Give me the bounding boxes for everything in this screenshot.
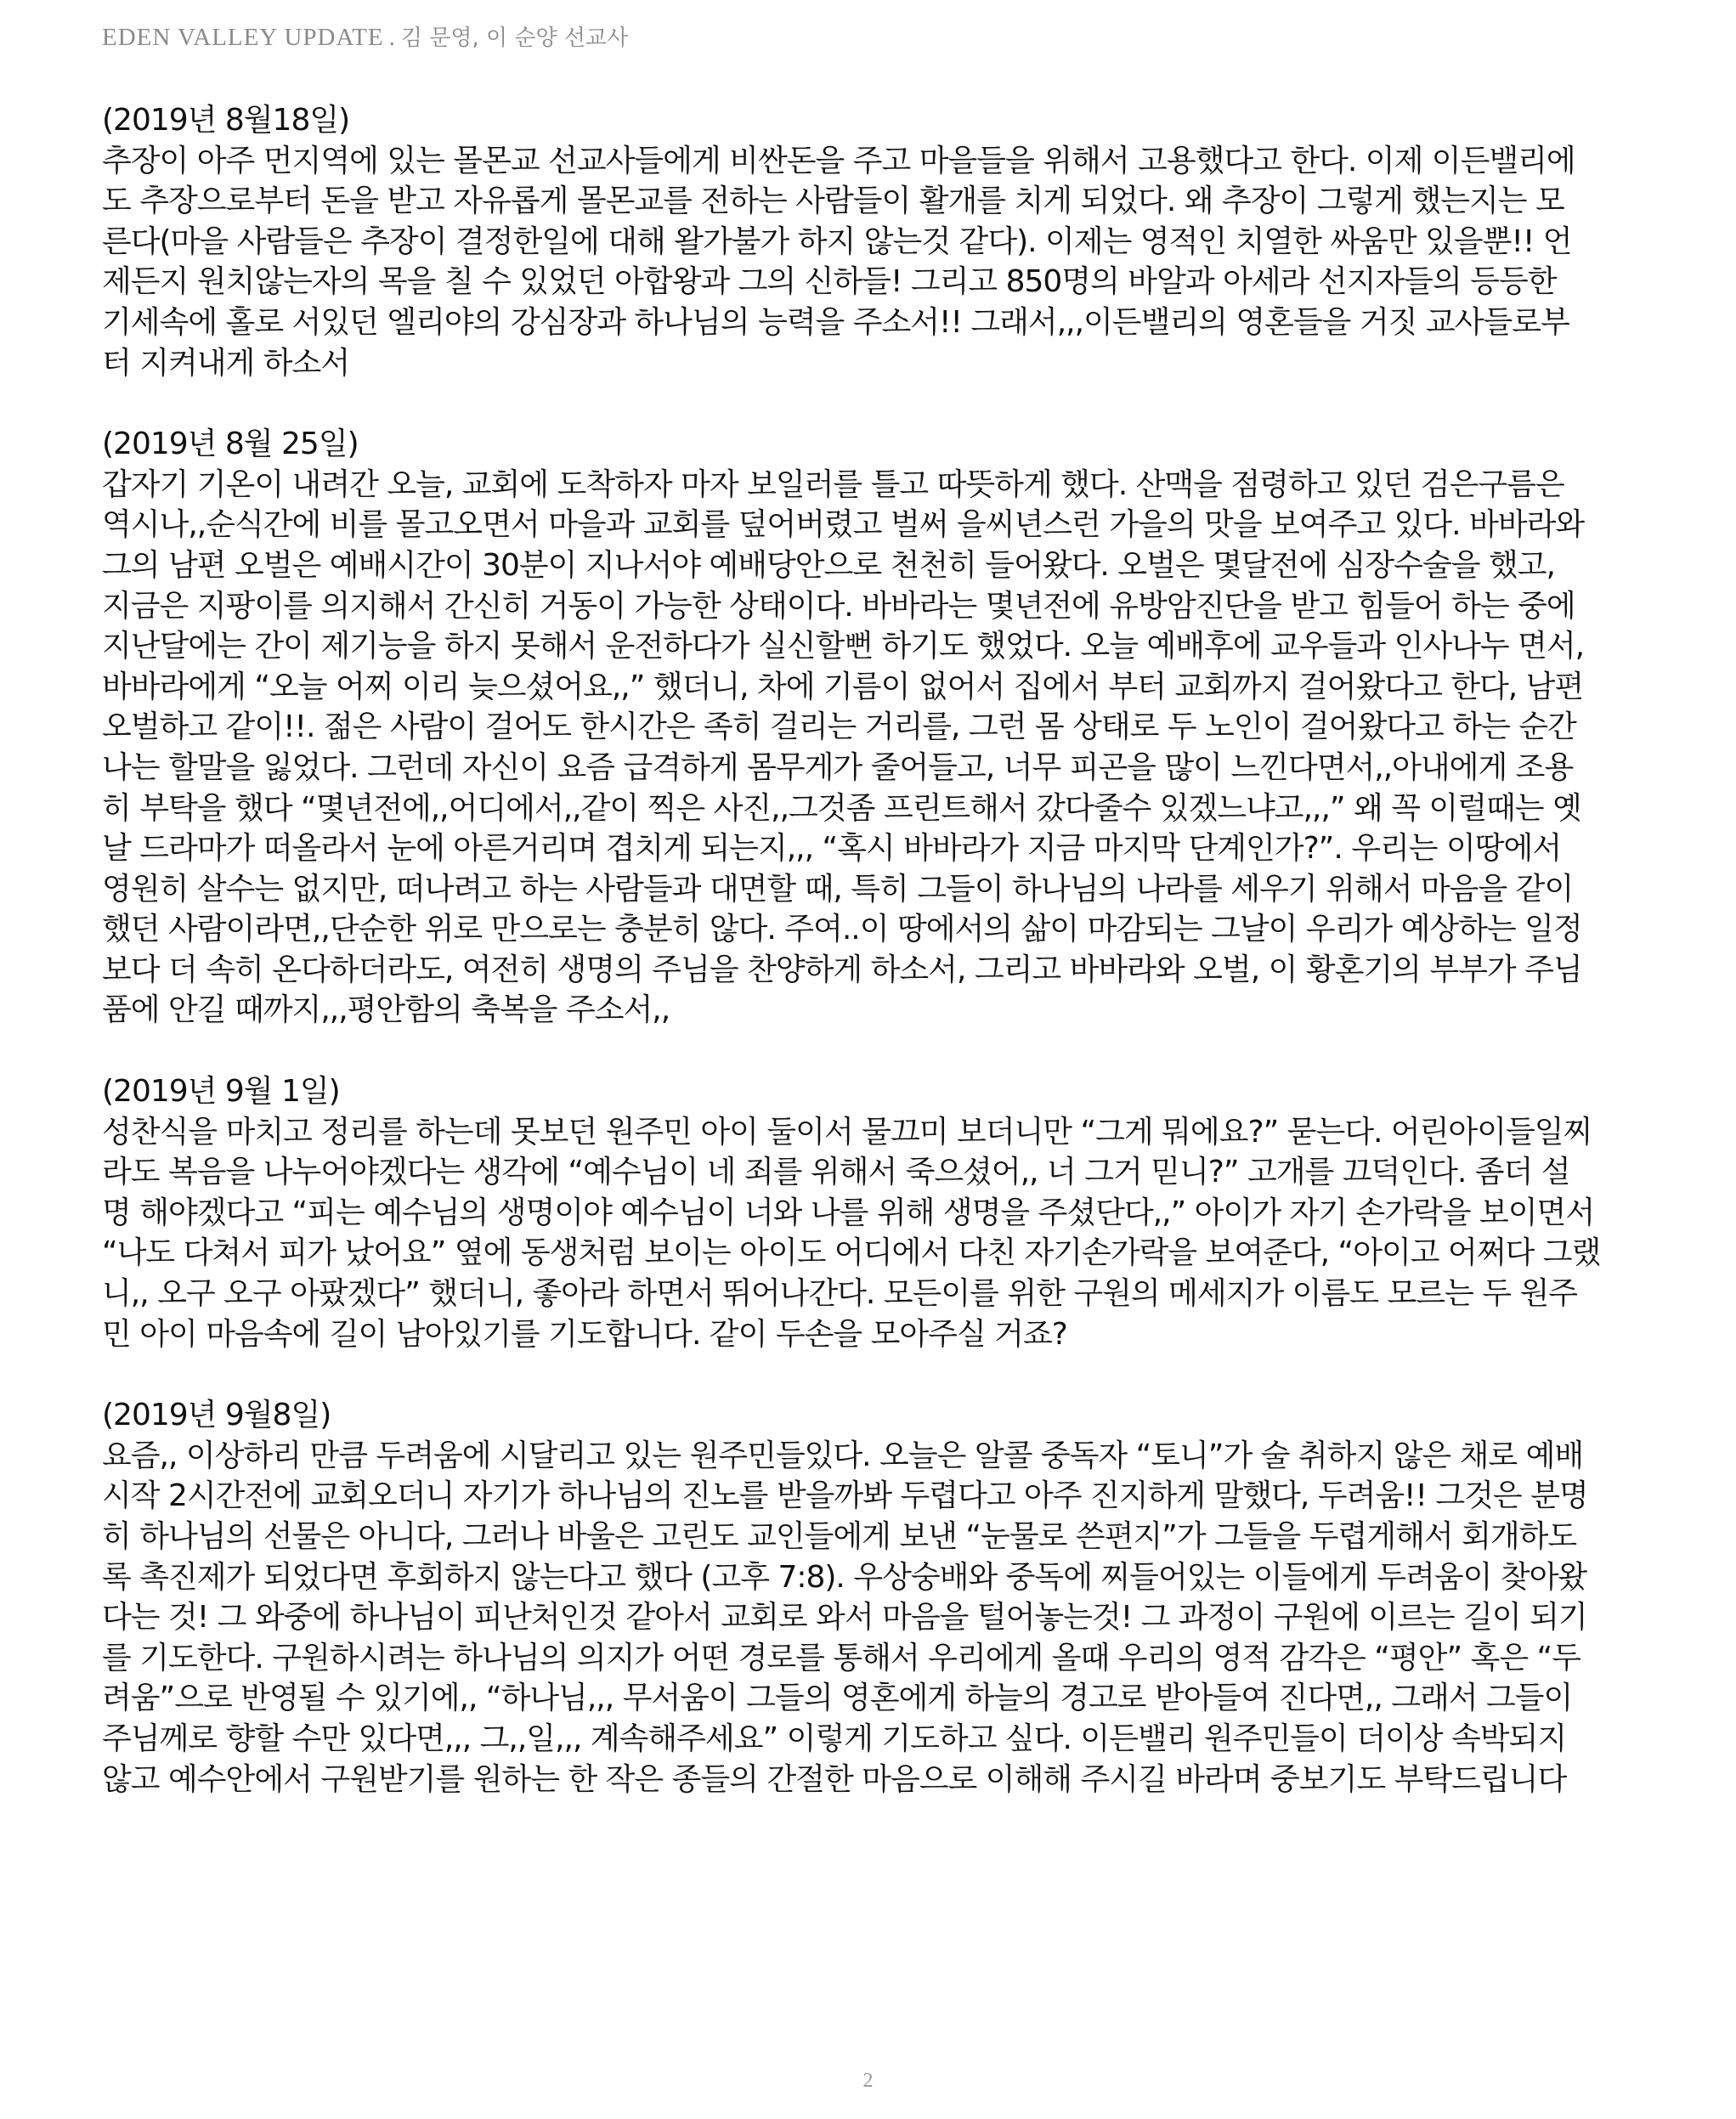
page-number: 2: [862, 2070, 874, 2092]
entry-text-line: 오벌하고 같이!!. 젊은 사람이 걸어도 한시간은 족히 걸리는 거리를, 그런 몸 상태로 두 노인이 걸어왔다고 하는 순간: [102, 709, 1576, 745]
entry-text-line: 지금은 지팡이를 의지해서 간신히 거동이 가능한 상태이다. 바바라는 몇년전에 유방암진단을 받고 힘들어 하는 중에: [102, 588, 1575, 624]
header-authors: 김 문영, 이 순양 선교사: [400, 25, 629, 51]
entry-text-line: 날 드라마가 떠올라서 눈에 아른거리며 겹치게 되는지,,, “혹시 바바라가 지금 마지막 단계인가?”. 우리는 이땅에서: [102, 831, 1562, 867]
entry-text-line: 히 부탁을 했다 “몇년전에,,어디에서,,같이 찍은 사진,,그것좀 프린트해서 갔다줄수 있겠느냐고,,,” 왜 꼭 이럴때는 옛: [102, 790, 1581, 826]
entry-text-line: 민 아이 마음속에 길이 남아있기를 기도합니다. 같이 두손을 모아주실 거죠?: [102, 1316, 1067, 1352]
page-header: [102, 20, 628, 52]
entry-text-line: 보다 더 속히 온다하더라도, 여전히 생명의 주님을 찬양하게 하소서, 그리고 바바라와 오벌, 이 황혼기의 부부가 주님: [102, 952, 1582, 987]
entry-text-line: 려움”으로 반영될 수 있기에,, “하나님,,, 무서움이 그들의 영혼에게 하늘의 경고로 받아들여 진다면,, 그래서 그들이: [102, 1681, 1573, 1716]
entry-text-line: 도 추장으로부터 돈을 받고 자유롭게 몰몬교를 전하는 사람들이 활개를 치게 되었다. 왜 추장이 그렇게 했는지는 모: [102, 184, 1564, 219]
journal-entry: [102, 424, 1631, 1031]
journal-entry: [102, 100, 1631, 383]
entry-text-line: 다는 것! 그 와중에 하나님이 피난처인것 같아서 교회로 와서 마음을 털어놓는것! 그 과정이 구원에 이르는 길이 되기: [102, 1600, 1587, 1636]
entry-text-line: 바바라에게 “오늘 어찌 이리 늦으셨어요,,” 했더니, 차에 기름이 없어서 집에서 부터 교회까지 걸어왔다고 한다, 남편: [102, 669, 1584, 704]
entry-text-line: 주님께로 향할 수만 있다면,,, 그,,일,,, 계속해주세요” 이렇게 기도하고 싶다. 이든밸리 원주민들이 더이상 속박되지: [102, 1721, 1567, 1756]
header-separator: .: [388, 24, 396, 51]
entry-text-line: 를 기도한다. 구원하시려는 하나님의 의지가 어떤 경로를 통해서 우리에게 올때 우리의 영적 감각은 “평안” 혹은 “두: [102, 1640, 1580, 1675]
journal-entry: [102, 1071, 1631, 1354]
entry-text-line: 나는 할말을 잃었다. 그런데 자신이 요즘 급격하게 몸무게가 줄어들고, 너무 피곤을 많이 느낀다면서,,아내에게 조용: [102, 749, 1574, 785]
entry-text-line: 시작 2시간전에 교회오더니 자기가 하나님의 진노를 받을까봐 두렵다고 아주 진지하게 말했다, 두려움!! 그것은 분명: [102, 1478, 1588, 1514]
entry-text-line: 성찬식을 마치고 정리를 하는데 못보던 원주민 아이 둘이서 물끄미 보더니만 “그게 뭐에요?” 묻는다. 어린아이들일찌: [102, 1114, 1592, 1150]
entry-text-line: 지난달에는 간이 제기능을 하지 못해서 운전하다가 실신할뻔 하기도 했었다. 오늘 예배후에 교우들과 인사나누 면서,: [102, 629, 1585, 664]
entry-text-line: “나도 다쳐서 피가 났어요” 옆에 동생처럼 보이는 아이도 어디에서 다친 자기손가락을 보여준다, “아이고 어쩌다 그랬: [102, 1235, 1601, 1271]
entry-date: (2019년 9월 1일): [102, 1074, 340, 1110]
entry-text-line: 록 촉진제가 되었다면 후회하지 않는다고 했다 (고후 7:8). 우상숭배와 중독에 찌들어있는 이들에게 두려움이 찾아왔: [102, 1559, 1587, 1595]
entry-text-line: 영원히 살수는 없지만, 떠나려고 하는 사람들과 대면할 때, 특히 그들이 하나님의 나라를 세우기 위해서 마음을 같이: [102, 871, 1574, 907]
entry-text-line: 했던 사람이라면,,단순한 위로 만으로는 충분히 않다. 주여..이 땅에서의 삶이 마감되는 그날이 우리가 예상하는 일정: [102, 912, 1582, 947]
entry-text-line: 갑자기 기온이 내려간 오늘, 교회에 도착하자 마자 보일러를 틀고 따뜻하게 했다. 산맥을 점령하고 있던 검은구름은: [102, 466, 1564, 502]
entry-text-line: 기세속에 홀로 서있던 엘리야의 강심장과 하나님의 능력을 주소서!! 그래서,,,이든밸리의 영혼들을 거짓 교사들로부: [102, 304, 1569, 340]
entry-text-line: 니,, 오구 오구 아팠겠다” 했더니, 좋아라 하면서 뛰어나간다. 모든이를 위한 구원의 메세지가 이름도 모르는 두 원주: [102, 1276, 1577, 1312]
entry-text-line: 추장이 아주 먼지역에 있는 몰몬교 선교사들에게 비싼돈을 주고 마을들을 위해서 고용했다고 한다. 이제 이든밸리에: [102, 143, 1575, 178]
entry-text-line: 요즘,, 이상하리 만큼 두려움에 시달리고 있는 원주민들있다. 오늘은 알콜 중독자 “토니”가 술 취하지 않은 채로 예배: [102, 1438, 1584, 1473]
entry-text-line: 명 해야겠다고 “피는 예수님의 생명이야 예수님이 너와 나를 위해 생명을 주셨단다,,” 아이가 자기 손가락을 보이면서: [102, 1195, 1595, 1230]
entry-text-line: 제든지 원치않는자의 목을 칠 수 있었던 아합왕과 그의 신하들! 그리고 850명의 바알과 아세라 선지자들의 등등한: [102, 264, 1557, 300]
entry-date: (2019년 8월18일): [102, 103, 350, 138]
entry-text-line: 그의 남편 오벌은 예배시간이 30분이 지나서야 예배당안으로 천천히 들어왔다. 오벌은 몇달전에 심장수술을 했고,: [102, 547, 1555, 583]
entry-text-line: 품에 안길 때까지,,,평안함의 축복을 주소서,,: [102, 992, 670, 1028]
entry-text-line: 역시나,,순식간에 비를 몰고오면서 마을과 교회를 덮어버렸고 벌써 을씨년스런 가을의 맛을 보여주고 있다. 바바라와: [102, 507, 1585, 543]
journal-entry: [102, 1395, 1631, 1800]
entry-text-line: 히 하나님의 선물은 아니다, 그러나 바울은 고린도 교인들에게 보낸 “눈물로 쓴편지”가 그들을 두렵게해서 회개하도: [102, 1519, 1577, 1554]
entry-date: (2019년 8월 25일): [102, 427, 359, 462]
entry-text-line: 않고 예수안에서 구원받기를 원하는 한 작은 종들의 간절한 마음으로 이해해 주시길 바라며 중보기도 부탁드립니다: [102, 1761, 1567, 1797]
newsletter-title: EDEN VALLEY UPDATE: [102, 24, 384, 51]
entry-text-line: 라도 복음을 나누어야겠다는 생각에 “예수님이 네 죄를 위해서 죽으셨어,, 너 그거 믿니?” 고개를 끄덕인다. 좀더 설: [102, 1155, 1570, 1190]
document-body: [102, 100, 1631, 1840]
entry-text-line: 른다(마을 사람들은 추장이 결정한일에 대해 왈가불가 하지 않는것 같다). 이제는 영적인 치열한 싸움만 있을뿐!! 언: [102, 223, 1572, 259]
entry-date: (2019년 9월8일): [102, 1398, 331, 1433]
entry-text-line: 터 지켜내게 하소서: [102, 345, 350, 381]
